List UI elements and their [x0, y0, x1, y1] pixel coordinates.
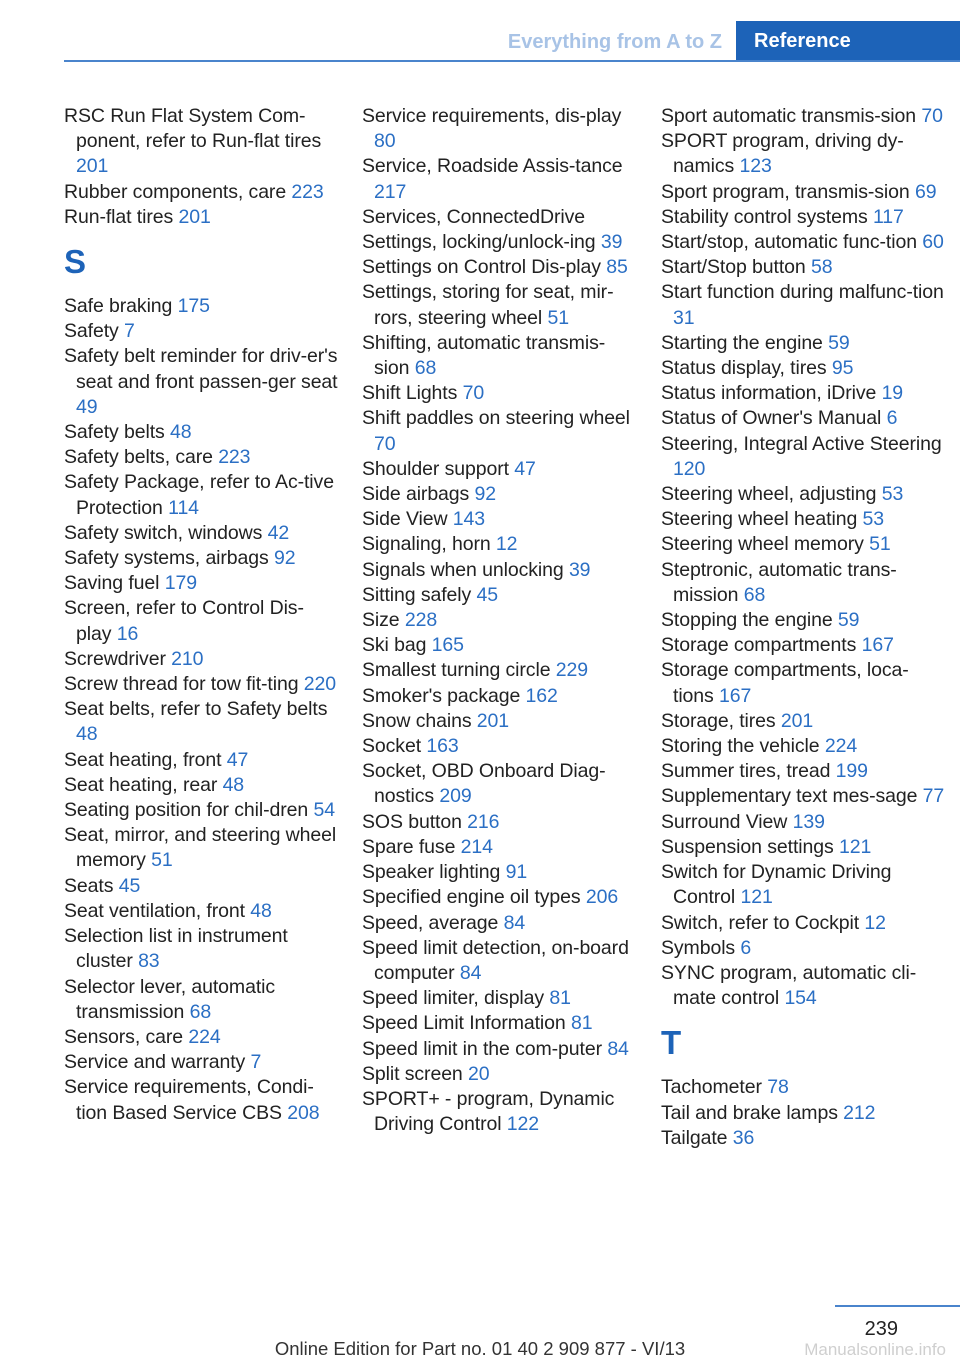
- index-entry: [64, 697, 339, 747]
- index-page-link[interactable]: 70: [921, 105, 943, 127]
- index-entry: [661, 129, 946, 179]
- index-page-link[interactable]: 54: [313, 799, 335, 822]
- index-page-link[interactable]: 92: [474, 483, 497, 506]
- index-entry-text: Start/Stop button: [661, 256, 806, 279]
- index-page-link[interactable]: 199: [835, 760, 868, 783]
- index-column-1: [64, 104, 339, 1126]
- index-entry: [661, 507, 946, 532]
- index-entry-text: Safety belt reminder for driv-er's seat and front passen-ger seat: [64, 345, 338, 393]
- index-page-link[interactable]: 78: [767, 1076, 789, 1099]
- index-page-link[interactable]: 39: [600, 231, 623, 254]
- index-page-link[interactable]: 95: [831, 357, 854, 380]
- index-entry: [661, 608, 946, 633]
- index-entry-text: Smallest turning circle: [362, 659, 551, 682]
- index-entry-text: Status display, tires: [661, 357, 827, 380]
- index-entry-text: Snow chains: [362, 709, 472, 732]
- index-page-link[interactable]: 201: [76, 155, 109, 178]
- index-entry: [661, 280, 946, 330]
- index-entry: [64, 672, 339, 697]
- index-entry-text: Starting the engine: [661, 331, 823, 354]
- index-entry: [64, 1050, 339, 1075]
- index-entry-text: Steering, Integral Active Steering: [661, 432, 942, 455]
- index-entry-text: Symbols: [661, 936, 736, 959]
- index-page-link[interactable]: 179: [164, 572, 197, 595]
- index-entry-text: Suspension settings: [661, 835, 834, 858]
- index-page-link[interactable]: 80: [374, 130, 396, 153]
- index-entry: [661, 1126, 946, 1151]
- index-page-link[interactable]: 7: [250, 1051, 262, 1074]
- index-entry-text: Side airbags: [362, 483, 470, 506]
- index-entry-text: Screw thread for tow fit-ting: [64, 673, 299, 696]
- index-page-link[interactable]: 36: [732, 1126, 755, 1149]
- index-page-link[interactable]: 220: [303, 673, 337, 696]
- index-page-link[interactable]: 175: [177, 295, 210, 318]
- index-entry: [362, 709, 637, 734]
- index-page-link[interactable]: 163: [426, 735, 459, 758]
- index-entry: [64, 899, 339, 924]
- index-page-link[interactable]: 201: [178, 205, 211, 228]
- index-entry: [661, 1075, 946, 1100]
- index-page-link[interactable]: 59: [837, 609, 860, 632]
- index-entry: [362, 507, 637, 532]
- index-entry-text: SOS button: [362, 810, 462, 833]
- index-entry-text: SYNC program, automatic cli-mate control: [661, 961, 917, 1010]
- index-entry: [64, 205, 339, 230]
- index-page-link[interactable]: 68: [743, 583, 766, 606]
- index-entry-text: Surround View: [661, 810, 788, 833]
- index-entry-text: Status of Owner's Manual: [661, 407, 882, 430]
- index-entry: [661, 104, 946, 129]
- index-entry: [661, 230, 946, 255]
- index-page-link[interactable]: 68: [189, 1000, 212, 1023]
- index-page-link[interactable]: 49: [76, 395, 98, 418]
- watermark: Manualsonline.info: [804, 1340, 946, 1359]
- index-entry-text: Seat heating, rear: [64, 773, 218, 796]
- index-entry-text: Signals when unlocking: [362, 558, 564, 581]
- index-page-link[interactable]: 16: [116, 622, 139, 645]
- index-page-link[interactable]: 51: [151, 849, 173, 872]
- index-page-link[interactable]: 59: [828, 331, 850, 354]
- index-page-link[interactable]: 121: [838, 835, 872, 858]
- index-entry: [64, 546, 339, 571]
- index-entry: [362, 835, 637, 860]
- index-entry: [362, 633, 637, 658]
- header-rule: [64, 60, 960, 62]
- index-page-link[interactable]: 39: [568, 558, 591, 581]
- index-entry-text: Shift Lights: [362, 382, 458, 405]
- index-page-link[interactable]: 19: [881, 382, 904, 405]
- index-entry-text: Safety switch, windows: [64, 521, 263, 544]
- index-entry-text: Rubber components, care: [64, 180, 287, 203]
- index-entry: [661, 633, 946, 658]
- index-page-link[interactable]: 20: [468, 1062, 490, 1085]
- index-page-link[interactable]: 60: [922, 231, 944, 254]
- index-entry: [661, 381, 946, 406]
- index-entry: [64, 420, 339, 445]
- index-entry-text: Stopping the engine: [661, 609, 833, 632]
- index-entry: [661, 759, 946, 784]
- index-entry-text: Split screen: [362, 1062, 463, 1085]
- index-entry-text: Services, ConnectedDrive: [362, 205, 586, 228]
- index-page-link[interactable]: 51: [869, 533, 891, 556]
- index-entry: [661, 432, 946, 482]
- index-entry-text: Shoulder support: [362, 457, 509, 480]
- index-entry-text: Sensors, care: [64, 1025, 184, 1048]
- index-page-link[interactable]: 210: [171, 647, 204, 670]
- index-entry: [362, 734, 637, 759]
- index-entry: [362, 1011, 637, 1036]
- index-entry-text: Speed limit detection, on-board computer: [362, 936, 629, 984]
- index-entry-text: Saving fuel: [64, 572, 160, 595]
- index-entry: [64, 975, 339, 1025]
- index-entry-text: Storage compartments: [661, 634, 857, 657]
- index-entry-text: Service requirements, Condi-tion Based Service CBS: [64, 1076, 314, 1124]
- index-entry: [64, 823, 339, 873]
- index-entry-text: Selection list in instrument cluster: [64, 925, 288, 973]
- index-entry: [661, 911, 946, 936]
- index-entry-text: Switch for Dynamic Driving Control: [661, 861, 892, 909]
- index-letter-heading: S: [64, 243, 87, 281]
- index-entry: [64, 180, 339, 205]
- index-entry-text: Settings on Control Dis-play: [362, 256, 601, 279]
- index-page-link[interactable]: 206: [585, 886, 619, 909]
- index-page-link[interactable]: 48: [76, 723, 98, 746]
- index-page-link[interactable]: 121: [740, 886, 773, 909]
- index-page-link[interactable]: 51: [547, 306, 569, 329]
- index-entry-text: RSC Run Flat System Com-ponent, refer to Run-flat tires: [64, 105, 322, 153]
- index-entry: [362, 280, 637, 330]
- index-entry: [362, 936, 637, 986]
- index-page-link[interactable]: 45: [476, 583, 498, 606]
- index-entry-text: SPORT program, driving dy-namics: [661, 130, 904, 178]
- index-entry-text: Run-flat tires: [64, 205, 174, 228]
- index-page-link[interactable]: 91: [505, 861, 528, 884]
- index-entry: [64, 319, 339, 344]
- index-page-link[interactable]: 58: [810, 256, 833, 279]
- index-entry-text: Start function during malfunc-tion: [661, 281, 944, 304]
- index-page-link[interactable]: 167: [719, 684, 752, 707]
- index-entry-text: Safety belts, care: [64, 446, 213, 469]
- index-entry: [661, 961, 946, 1011]
- index-entry-text: Size: [362, 609, 400, 632]
- index-page-link[interactable]: 70: [462, 382, 485, 405]
- index-entry: [661, 784, 946, 809]
- index-entry-text: Ski bag: [362, 634, 427, 657]
- index-entry-text: Storage compartments, loca-tions: [661, 659, 909, 707]
- index-entry-text: SPORT+ - program, Dynamic Driving Control: [362, 1087, 615, 1136]
- index-entry: [661, 558, 946, 608]
- index-entry-text: Service requirements, dis-play: [362, 105, 622, 127]
- index-entry: [64, 571, 339, 596]
- index-entry: [64, 773, 339, 798]
- index-page-link[interactable]: 45: [118, 874, 141, 897]
- index-entry-text: Selector lever, automatic transmission: [64, 975, 276, 1023]
- index-entry: [362, 986, 637, 1011]
- edition-footer: Online Edition for Part no. 01 40 2 909 877 - VI/13: [274, 1338, 686, 1359]
- index-entry-text: Seats: [64, 874, 114, 897]
- index-entry-text: Service and warranty: [64, 1051, 246, 1074]
- index-page-link[interactable]: 123: [739, 155, 772, 178]
- index-page-link[interactable]: 42: [267, 521, 290, 544]
- index-entry: [64, 344, 339, 420]
- index-page-link[interactable]: 201: [780, 709, 814, 732]
- index-page-link[interactable]: 6: [740, 936, 752, 959]
- index-page-link[interactable]: 162: [525, 684, 558, 707]
- index-entry: [362, 331, 637, 381]
- index-entry-text: Tailgate: [661, 1126, 728, 1149]
- index-entry-text: Supplementary text mes-sage: [661, 785, 918, 808]
- index-entry-text: Settings, storing for seat, mir-rors, steering wheel: [362, 281, 614, 329]
- index-entry: [362, 885, 637, 910]
- index-entry-text: Screen, refer to Control Dis-play: [64, 597, 304, 645]
- index-entry: [362, 558, 637, 583]
- index-entry-text: Storing the vehicle: [661, 735, 820, 758]
- index-entry-text: Speaker lighting: [362, 861, 501, 884]
- index-entry-text: Steptronic, automatic trans-mission: [661, 558, 897, 606]
- index-entry: [362, 154, 637, 204]
- index-entry: [661, 810, 946, 835]
- index-column-3: [661, 104, 946, 1151]
- index-entry-text: Storage, tires: [661, 709, 776, 732]
- index-page-link[interactable]: 83: [138, 950, 160, 973]
- index-entry: [661, 482, 946, 507]
- index-page-link[interactable]: 224: [188, 1025, 221, 1048]
- index-entry-text: Stability control systems: [661, 205, 868, 228]
- index-entry-text: Sport program, transmis-sion: [661, 180, 910, 203]
- header-tab-reference: Reference: [736, 21, 960, 62]
- index-page-link[interactable]: 53: [881, 483, 904, 506]
- index-page-link[interactable]: 31: [673, 306, 695, 329]
- index-entry-text: Socket, OBD Onboard Diag-nostics: [362, 760, 606, 808]
- index-page-link[interactable]: 48: [170, 421, 192, 444]
- index-entry: [362, 810, 637, 835]
- index-entry: [362, 658, 637, 683]
- index-entry-text: Side View: [362, 508, 448, 531]
- index-page-link[interactable]: 229: [555, 659, 589, 682]
- index-entry: [362, 205, 637, 230]
- index-entry-text: Settings, locking/unlock-ing: [362, 231, 596, 254]
- index-page-link[interactable]: 228: [404, 609, 438, 632]
- index-page-link[interactable]: 47: [226, 748, 249, 771]
- index-entry: [362, 255, 637, 280]
- index-entry: [661, 205, 946, 230]
- index-entry-text: Speed Limit Information: [362, 1012, 566, 1035]
- index-entry: [64, 1025, 339, 1050]
- index-entry-text: Steering wheel, adjusting: [661, 483, 877, 506]
- index-page-link[interactable]: 85: [606, 256, 628, 279]
- index-entry-text: Seat ventilation, front: [64, 899, 245, 922]
- index-entry-text: Seat belts, refer to Safety belts: [64, 698, 328, 721]
- index-entry: [362, 1087, 637, 1137]
- index-entry: [362, 482, 637, 507]
- index-entry-text: Sitting safely: [362, 583, 472, 606]
- index-entry: [661, 734, 946, 759]
- index-entry: [661, 860, 946, 910]
- index-page-link[interactable]: 143: [452, 508, 486, 531]
- index-page-link[interactable]: 47: [514, 457, 536, 480]
- index-entry-text: Switch, refer to Cockpit: [661, 911, 860, 934]
- footer-rule: [835, 1305, 960, 1307]
- index-entry-text: Seat, mirror, and steering wheel memory: [64, 824, 337, 872]
- index-entry: [362, 860, 637, 885]
- index-entry: [362, 406, 637, 456]
- index-entry-text: Seating position for chil-dren: [64, 799, 309, 822]
- index-page-link[interactable]: 224: [824, 735, 858, 758]
- index-page-link[interactable]: 77: [922, 785, 945, 808]
- index-page-link[interactable]: 12: [864, 911, 886, 934]
- index-entry-text: Tachometer: [661, 1076, 762, 1099]
- index-entry: [64, 104, 339, 180]
- index-page-link[interactable]: 217: [374, 180, 407, 203]
- index-entry: [362, 457, 637, 482]
- index-entry: [64, 924, 339, 974]
- index-page-link[interactable]: 208: [287, 1101, 320, 1124]
- index-page-link[interactable]: 201: [476, 709, 510, 732]
- index-entry-text: Service, Roadside Assis-tance: [362, 155, 623, 178]
- index-entry: [661, 356, 946, 381]
- index-entry-text: Socket: [362, 735, 422, 758]
- index-page-link[interactable]: 70: [374, 432, 396, 455]
- index-entry: [362, 684, 637, 709]
- index-page-link[interactable]: 223: [291, 180, 324, 203]
- index-page-link[interactable]: 165: [431, 634, 464, 657]
- index-page-link[interactable]: 92: [274, 547, 296, 570]
- index-entry: [661, 936, 946, 961]
- index-entry-text: Safety: [64, 320, 119, 343]
- index-entry-text: Specified engine oil types: [362, 886, 581, 909]
- index-entry-text: Seat heating, front: [64, 748, 222, 771]
- index-entry: [362, 381, 637, 406]
- index-entry: [362, 104, 637, 154]
- index-page-link[interactable]: 81: [549, 987, 571, 1010]
- index-entry-text: Signaling, horn: [362, 533, 491, 556]
- index-page-link[interactable]: 69: [914, 180, 937, 203]
- index-page-link[interactable]: 122: [506, 1113, 540, 1136]
- index-entry: [661, 658, 946, 708]
- index-page-link[interactable]: 139: [792, 810, 825, 833]
- index-page-link[interactable]: 117: [872, 205, 904, 228]
- index-entry-text: Shifting, automatic transmis-sion: [362, 331, 606, 380]
- index-entry-text: Summer tires, tread: [661, 760, 831, 783]
- index-entry: [64, 294, 339, 319]
- index-entry: [661, 709, 946, 734]
- index-entry: [661, 532, 946, 557]
- index-entry-text: Tail and brake lamps: [661, 1101, 838, 1124]
- index-page-link[interactable]: 209: [439, 785, 472, 808]
- index-page-link[interactable]: 214: [460, 835, 493, 858]
- index-entry: [661, 331, 946, 356]
- index-page-link[interactable]: 212: [843, 1101, 876, 1124]
- index-entry-text: Speed limit in the com-puter: [362, 1037, 602, 1060]
- index-letter-heading: T: [661, 1024, 682, 1062]
- index-entry-text: Sport automatic transmis-sion: [661, 105, 917, 127]
- index-page-link[interactable]: 114: [168, 496, 199, 519]
- page-number: 239: [864, 1318, 898, 1340]
- index-entry: [362, 1062, 637, 1087]
- index-page-link[interactable]: 68: [414, 357, 437, 380]
- index-entry: [362, 608, 637, 633]
- index-entry-text: Screwdriver: [64, 647, 166, 670]
- index-page-link[interactable]: 120: [673, 457, 706, 480]
- header-section-title: Everything from A to Z: [507, 31, 722, 53]
- index-entry: [64, 445, 339, 470]
- index-entry-text: Safe braking: [64, 295, 173, 318]
- index-entry-text: Start/stop, automatic func-tion: [661, 231, 917, 254]
- index-page-link[interactable]: 53: [862, 508, 885, 531]
- index-entry: [362, 1037, 637, 1062]
- index-entry: [661, 180, 946, 205]
- index-entry: [64, 521, 339, 546]
- index-page-link[interactable]: 84: [503, 911, 526, 934]
- index-page-link[interactable]: 12: [495, 533, 518, 556]
- index-entry: [64, 874, 339, 899]
- index-entry: [362, 583, 637, 608]
- index-entry: [64, 748, 339, 773]
- index-entry-text: Speed limiter, display: [362, 987, 545, 1010]
- index-entry-text: Speed, average: [362, 911, 499, 934]
- index-entry: [661, 1101, 946, 1126]
- index-entry: [64, 470, 339, 520]
- index-page-link[interactable]: 216: [467, 810, 500, 833]
- index-entry-text: Spare fuse: [362, 835, 456, 858]
- index-entry: [362, 230, 637, 255]
- index-page-link[interactable]: 223: [218, 446, 251, 469]
- index-page-link[interactable]: 48: [250, 899, 272, 922]
- index-entry: [661, 406, 946, 431]
- index-page-link[interactable]: 81: [570, 1012, 593, 1035]
- index-entry-text: Safety belts: [64, 421, 165, 444]
- index-entry-text: Shift paddles on steering wheel: [362, 407, 630, 430]
- index-page-link[interactable]: 84: [607, 1037, 629, 1060]
- index-entry-text: Steering wheel memory: [661, 533, 864, 556]
- index-column-2: [362, 104, 637, 1137]
- index-page-link[interactable]: 154: [784, 987, 817, 1010]
- index-entry: [64, 647, 339, 672]
- index-entry: [362, 759, 637, 809]
- index-entry: [64, 1075, 339, 1125]
- index-page-link[interactable]: 7: [124, 320, 135, 343]
- index-page-link[interactable]: 167: [861, 634, 894, 657]
- index-entry: [661, 835, 946, 860]
- index-entry: [362, 911, 637, 936]
- index-entry: [64, 798, 339, 823]
- index-entry-text: Status information, iDrive: [661, 382, 877, 405]
- index-entry: [661, 255, 946, 280]
- index-page-link[interactable]: 48: [222, 773, 245, 796]
- index-entry-text: Steering wheel heating: [661, 508, 858, 531]
- index-entry: [64, 596, 339, 646]
- index-entry-text: Smoker's package: [362, 684, 521, 707]
- index-page-link[interactable]: 6: [886, 407, 898, 430]
- index-entry-text: Safety Package, refer to Ac-tive Protection: [64, 471, 334, 519]
- index-entry-text: Safety systems, airbags: [64, 547, 269, 570]
- index-page-link[interactable]: 84: [459, 961, 482, 984]
- index-entry: [362, 532, 637, 557]
